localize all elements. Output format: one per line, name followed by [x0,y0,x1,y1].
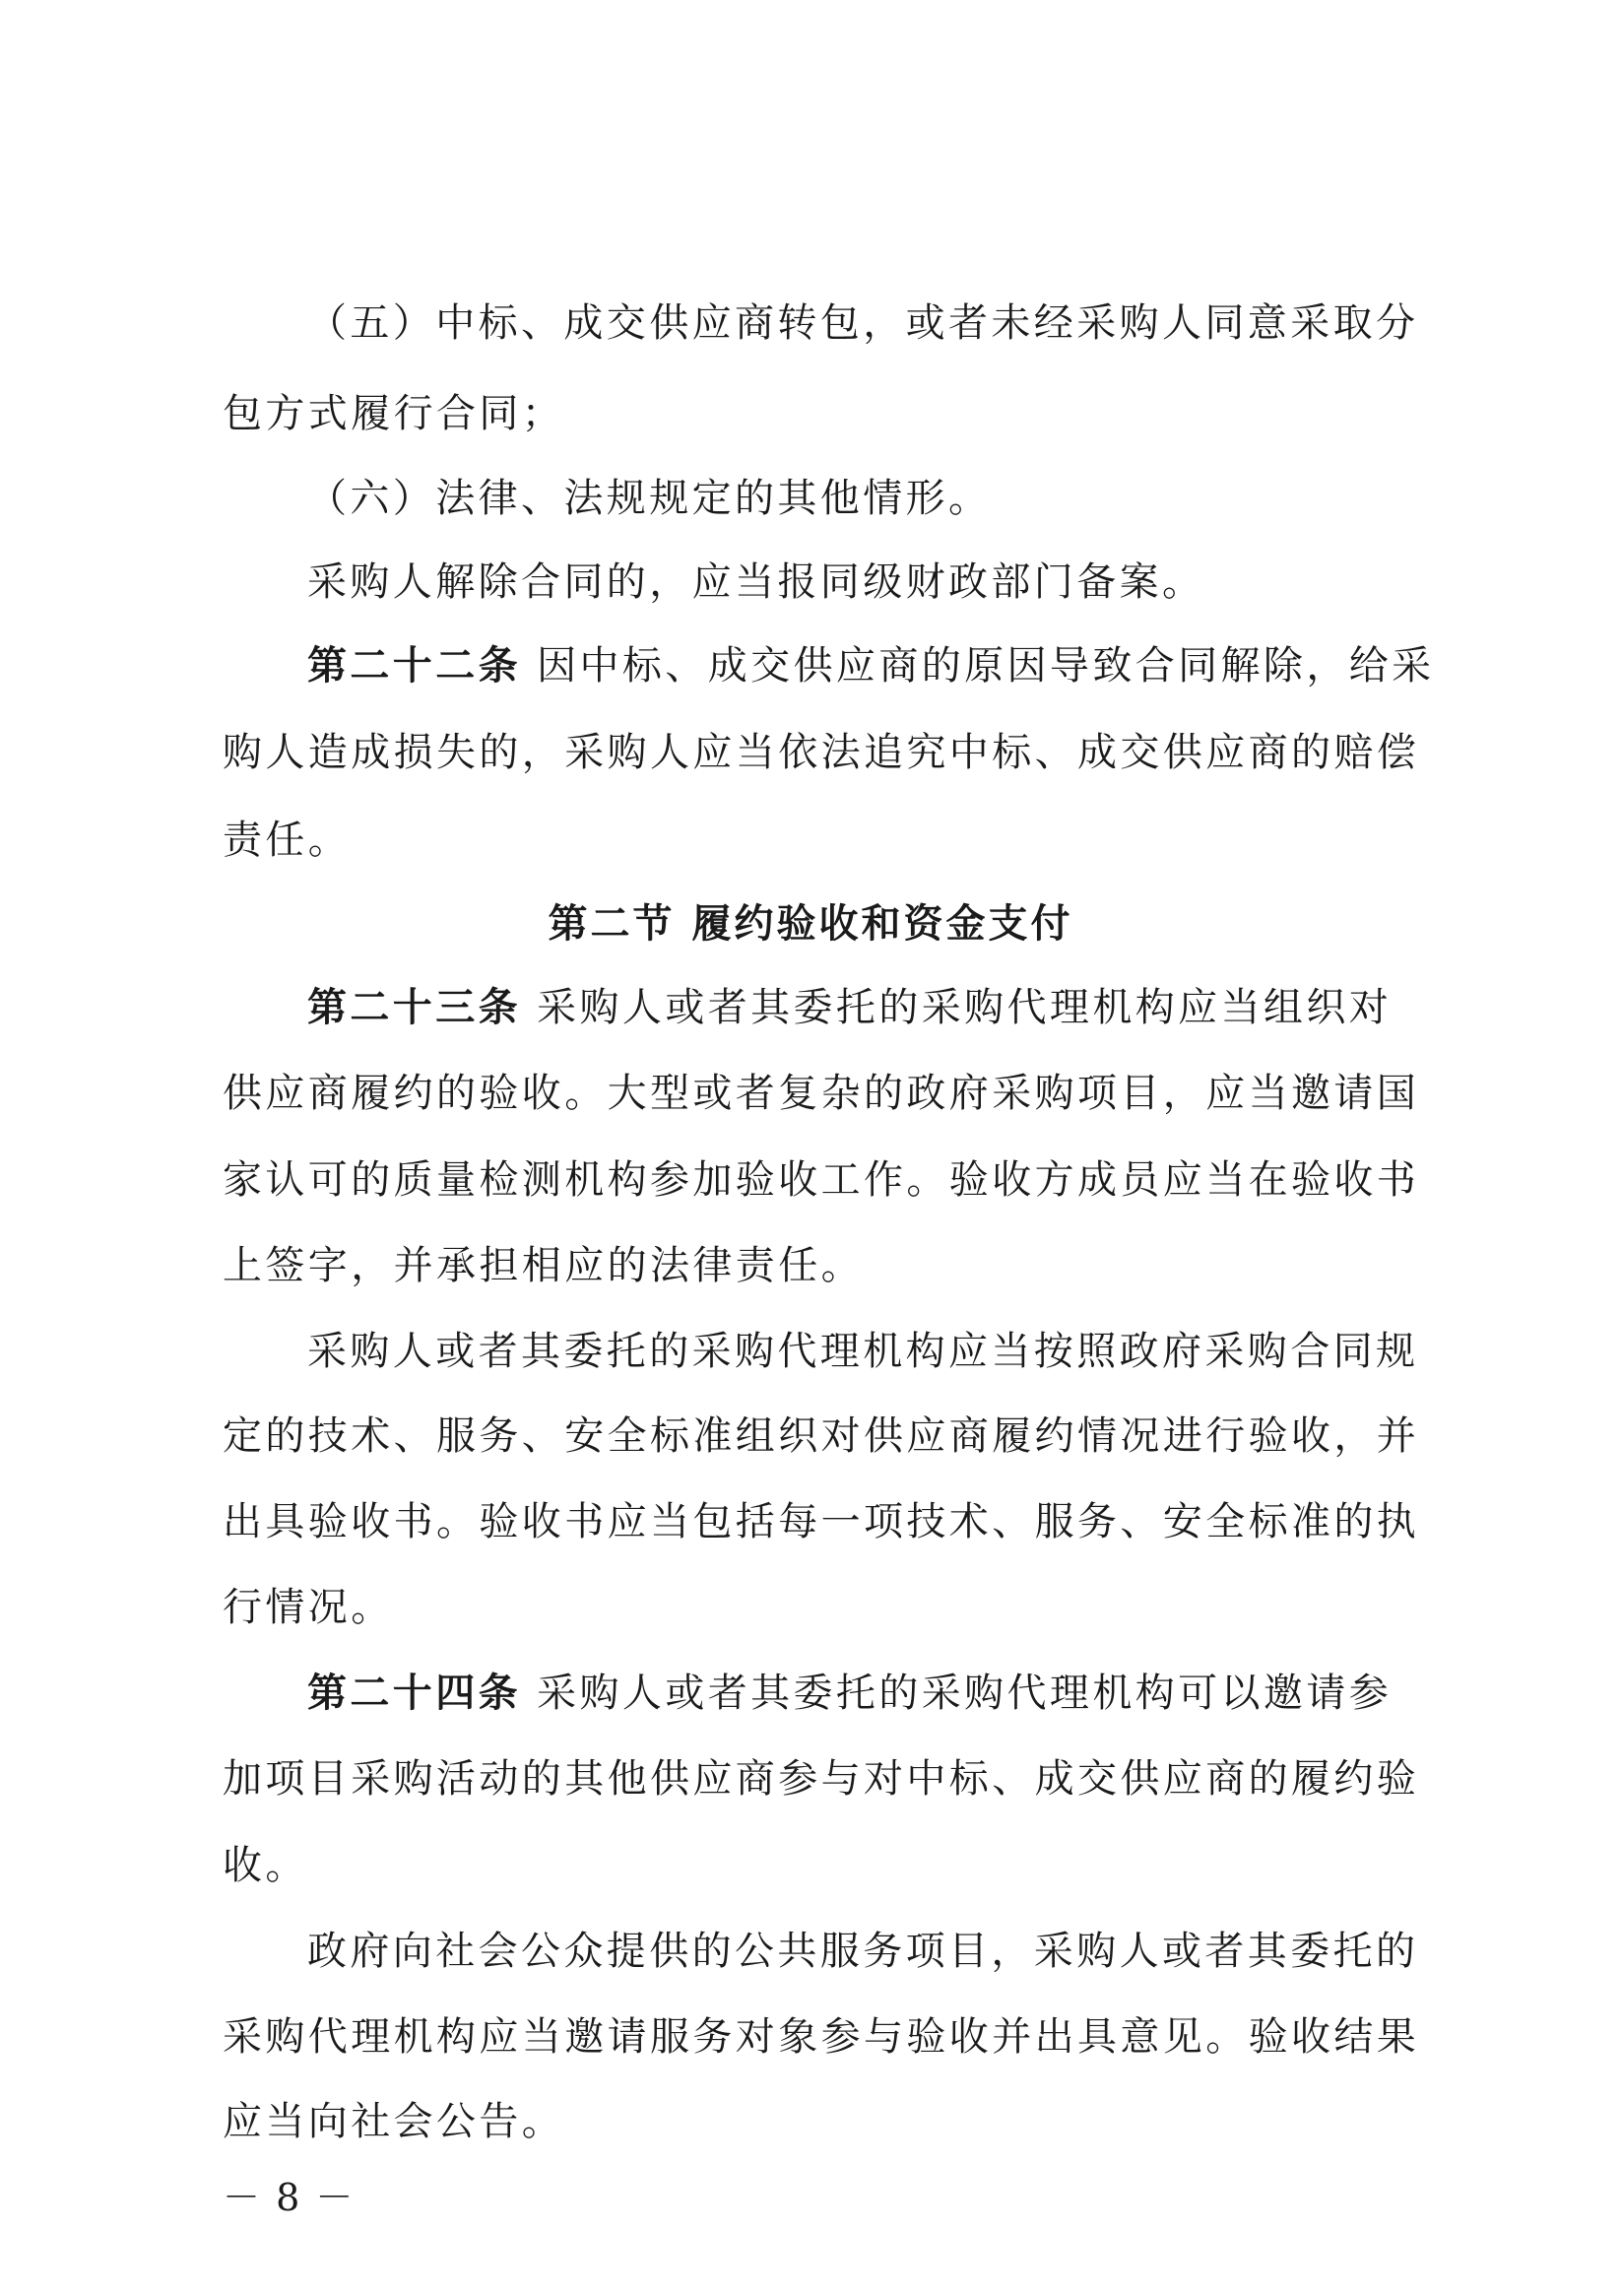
text-line: 购人造成损失的，采购人应当依法追究中标、成交供应商的赔偿 [223,730,1420,775]
text-line: 责任。 [223,818,352,863]
article-24-title: 第二十四条 [307,1670,521,1716]
section-heading: 第二节 履约验收和资金支付 [548,900,1073,947]
text-line: 供应商履约的验收。大型或者复杂的政府采购项目，应当邀请国 [223,1071,1420,1116]
text-line: 采购人解除合同的，应当报同级财政部门备案。 [307,559,1205,605]
text-line: 采购代理机构应当邀请服务对象参与验收并出具意见。验收结果 [223,2014,1420,2060]
article-23-line [307,980,1392,1035]
article-22-line [307,638,1435,693]
text-line: 定的技术、服务、安全标准组织对供应商履约情况进行验收，并 [223,1413,1420,1459]
article-23-title: 第二十三条 [307,984,521,1030]
text-line: 行情况。 [223,1585,394,1630]
article-22-text: 因中标、成交供应商的原因导致合同解除，给采 [537,643,1435,689]
text-line: 包方式履行合同； [223,391,565,436]
text-line: 家认可的质量检测机构参加验收工作。验收方成员应当在验收书 [223,1157,1420,1203]
text-line: 政府向社会公众提供的公共服务项目，采购人或者其委托的 [307,1929,1419,1974]
text-line: 应当向社会公告。 [223,2099,565,2144]
article-24-text: 采购人或者其委托的采购代理机构可以邀请参 [537,1671,1393,1716]
text-line: 上签字，并承担相应的法律责任。 [223,1243,864,1288]
text-line: 收。 [223,1843,308,1888]
text-line: （六）法律、法规规定的其他情形。 [307,476,992,521]
article-22-title: 第二十二条 [307,642,521,689]
text-line: 采购人或者其委托的采购代理机构应当按照政府采购合同规 [307,1329,1419,1374]
text-line: （五）中标、成交供应商转包，或者未经采购人同意采取分 [307,300,1419,346]
article-24-line [307,1666,1392,1721]
page-number: － 8 － [223,2176,356,2219]
article-23-text: 采购人或者其委托的采购代理机构应当组织对 [537,985,1393,1030]
text-line: 加项目采购活动的其他供应商参与对中标、成交供应商的履约验 [223,1756,1420,1802]
text-line: 出具验收书。验收书应当包括每一项技术、服务、安全标准的执 [223,1499,1420,1544]
